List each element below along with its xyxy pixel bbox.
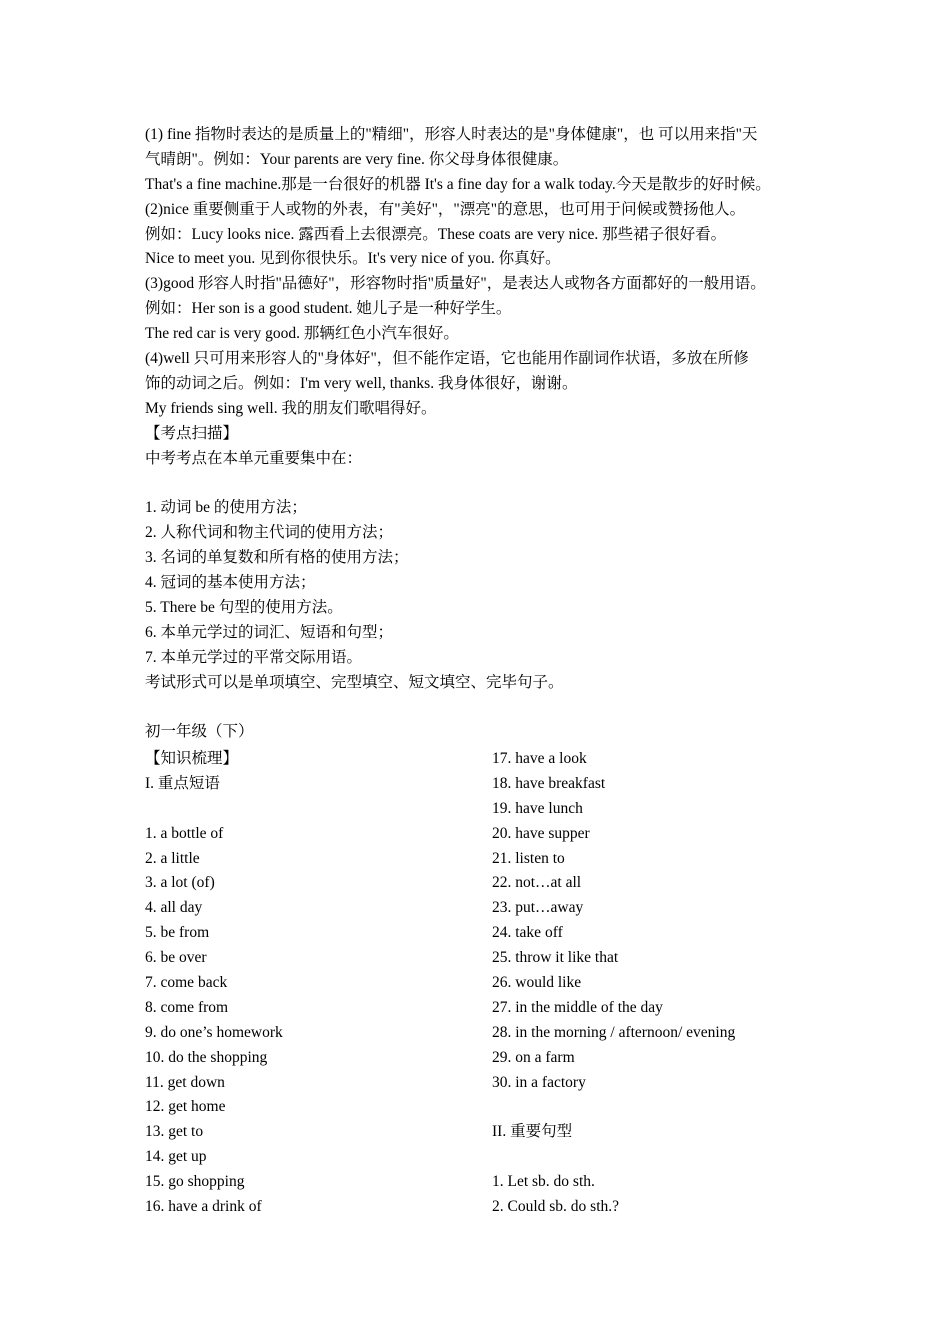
phrase-item: 9. do one’s homework: [145, 1023, 283, 1041]
phrase-item: 16. have a drink of: [145, 1198, 262, 1216]
paragraph-line: (3)good 形容人时指"品德好"，形容物时指"质量好"，是表达人或物各方面都好的一般用语。: [145, 275, 766, 293]
phrase-item: 14. get up: [145, 1148, 207, 1166]
phrase-item: 29. on a farm: [492, 1048, 575, 1066]
phrases-heading: I. 重点短语: [145, 774, 220, 792]
phrase-item: 13. get to: [145, 1123, 204, 1141]
phrase-item: 23. put…away: [492, 899, 584, 917]
intro-section: [145, 123, 825, 745]
phrase-item: 8. come from: [145, 998, 229, 1016]
paragraph-line: Nice to meet you. 见到你很快乐。It's very nice of you. 你真好。: [145, 250, 561, 268]
phrase-item: 6. be over: [145, 949, 207, 967]
phrase-item: 28. in the morning / afternoon/ evening: [492, 1023, 736, 1041]
exam-point: 3. 名词的单复数和所有格的使用方法；: [145, 549, 409, 567]
grade-heading: 初一年级（下）: [145, 723, 254, 741]
exam-point: 4. 冠词的基本使用方法；: [145, 574, 316, 592]
phrase-item: 2. a little: [145, 849, 200, 867]
phrase-item: 3. a lot (of): [145, 874, 215, 892]
spacer: [145, 471, 825, 496]
section-heading: 【考点扫描】: [145, 424, 239, 442]
right-column: [492, 747, 872, 1220]
phrase-item: 10. do the shopping: [145, 1048, 268, 1066]
paragraph-line: (2)nice 重要侧重于人或物的外表，有"美好"，"漂亮"的意思，也可用于问候或赞扬他人。: [145, 200, 746, 218]
phrase-item: 1. a bottle of: [145, 824, 224, 842]
phrase-item: 30. in a factory: [492, 1073, 586, 1091]
exam-point: 5. There be 句型的使用方法。: [145, 598, 343, 616]
phrase-item: 15. go shopping: [145, 1173, 245, 1191]
phrase-item: 5. be from: [145, 924, 210, 942]
exam-point: 7. 本单元学过的平常交际用语。: [145, 648, 363, 666]
exam-point: 2. 人称代词和物主代词的使用方法；: [145, 524, 394, 542]
paragraph-line: My friends sing well. 我的朋友们歌唱得好。: [145, 399, 437, 417]
phrase-item: 7. come back: [145, 974, 228, 992]
phrase-item: 20. have supper: [492, 824, 590, 842]
phrase-item: 27. in the middle of the day: [492, 998, 663, 1016]
spacer: [145, 695, 825, 720]
paragraph-line: 中考考点在本单元重要集中在：: [145, 449, 363, 467]
phrase-item: 12. get home: [145, 1098, 226, 1116]
paragraph-line: 饰的动词之后。例如：I'm very well, thanks. 我身体很好，谢谢。: [145, 374, 578, 392]
paragraph-line: (1) fine 指物时表达的是质量上的"精细"，形容人时表达的是"身体健康"，也 可以用来指"天: [145, 126, 758, 143]
phrase-item: 18. have breakfast: [492, 774, 606, 792]
phrase-item: 11. get down: [145, 1073, 225, 1091]
spacer: [492, 1095, 872, 1120]
spacer: [145, 797, 475, 822]
phrase-item: 21. listen to: [492, 849, 565, 867]
paragraph-line: 例如：Lucy looks nice. 露西看上去很漂亮。These coats are very nice. 那些裙子很好看。: [145, 225, 727, 243]
phrase-item: 17. have a look: [492, 750, 587, 767]
phrase-item: 19. have lunch: [492, 799, 583, 817]
paragraph-line: 考试形式可以是单项填空、完型填空、短文填空、完毕句子。: [145, 673, 564, 691]
paragraph-line: (4)well 只可用来形容人的"身体好"，但不能作定语，它也能用作副词作状语，多放在所修: [145, 350, 749, 368]
paragraph-line: The red car is very good. 那辆红色小汽车很好。: [145, 325, 459, 343]
phrase-item: 25. throw it like that: [492, 949, 619, 967]
paragraph-line: 气晴朗"。例如：Your parents are very fine. 你父母身体很健康。: [145, 150, 569, 168]
paragraph-line: 例如：Her son is a good student. 她儿子是一种好学生。: [145, 300, 512, 318]
section-heading: 【知识梳理】: [145, 750, 239, 767]
exam-point: 1. 动词 be 的使用方法；: [145, 499, 307, 517]
sentences-heading: II. 重要句型: [492, 1123, 573, 1141]
sentence-item: 1. Let sb. do sth.: [492, 1173, 595, 1191]
sentence-item: 2. Could sb. do sth.?: [492, 1198, 620, 1216]
phrase-item: 4. all day: [145, 899, 203, 917]
spacer: [492, 1145, 872, 1170]
left-column: [145, 747, 475, 1220]
phrase-item: 24. take off: [492, 924, 563, 942]
phrase-item: 22. not…at all: [492, 874, 582, 892]
paragraph-line: That's a fine machine.那是一台很好的机器 It's a fine day for a walk today.今天是散步的好时候。: [145, 175, 771, 193]
phrase-item: 26. would like: [492, 974, 582, 992]
exam-point: 6. 本单元学过的词汇、短语和句型；: [145, 623, 394, 641]
